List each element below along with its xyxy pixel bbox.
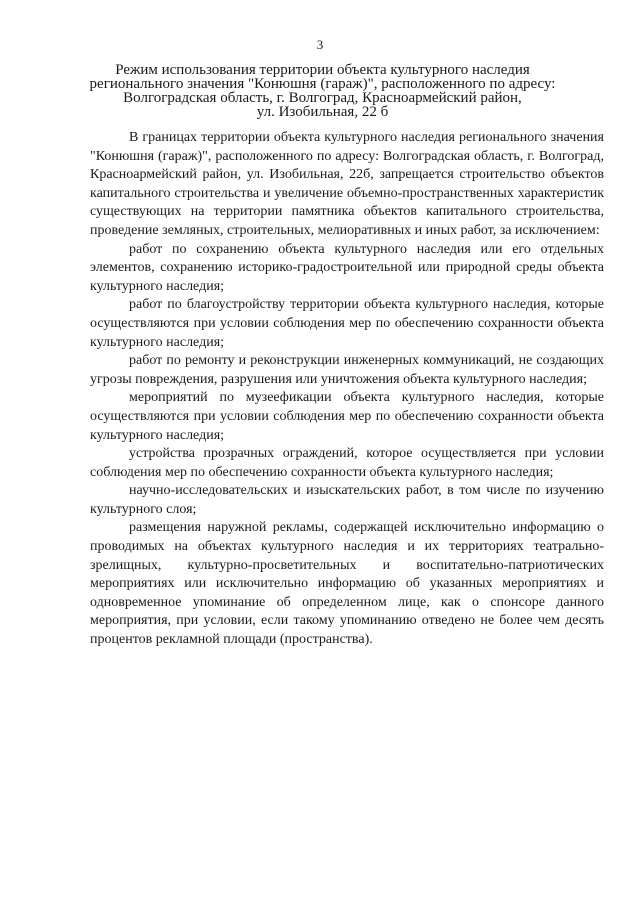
title-line-3: Волгоградская область, г. Волгоград, Красноармейский район, [123,90,522,106]
paragraph-exception-utilities: работ по ремонту и реконструкции инженерных коммуникаций, не создающих угрозы повреждения, разрушения или уничтожения объекта культурного наследия; [90,353,604,387]
title-line-2: регионального значения "Конюшня (гараж)", расположенного по адресу: [89,76,556,92]
paragraph-exception-museum: мероприятий по музеефикации объекта культурного наследия, которые осуществляются при условии соблюдения мер по обеспечению сохранности объекта культурного наследия; [90,390,604,443]
title-line-4: ул. Изобильная, 22 б [256,104,389,120]
paragraph-exception-landscaping: работ по благоустройству территории объекта культурного наследия, которые осуществляются при условии соблюдения мер по обеспечению сохранности объекта культурного наследия; [90,297,604,350]
document-body [90,129,604,650]
paragraph-exception-preservation: работ по сохранению объекта культурного наследия или его отдельных элементов, сохранению историко-градостроительной или природной среды объекта культурного наследия; [90,241,604,294]
paragraph-exception-advertising: размещения наружной рекламы, содержащей исключительно информацию о проводимых на объектах культурного наследия и их территориях театрально-зрелищных, культурно-просветительных и воспитательно-патриотических мероприятиях или исключительно информацию об указанных мероприятиях и одновременное упоминание об определенном лице, как о спонсоре данного мероприятия, при условии, если такому упоминанию отведено не более чем десять процентов рекламной площади (пространства). [90,520,604,648]
title-line-1: Режим использования территории объекта культурного наследия [115,62,530,78]
paragraph-exception-fences: устройства прозрачных ограждений, которое осуществляется при условии соблюдения мер по обеспечению сохранности объекта культурного наследия; [90,446,604,480]
paragraph-exception-research: научно-исследовательских и изыскательских работ, в том числе по изучению культурного слоя; [90,483,604,517]
document-title [60,63,585,119]
page-number: 3 [316,37,324,52]
paragraph-intro: В границах территории объекта культурного наследия регионального значения "Конюшня (гараж)", расположенного по адресу: Волгоградская область, г. Волгоград, Красноармейский район, ул. Изобильная, 22б, запрещается строительство объектов капитального строительства и увеличение объемно-пространственных характеристик существующих на территории памятника объектов капитального строительства, проведение земляных, строительных, мелиоративных и иных работ, за исключением: [90,130,604,238]
